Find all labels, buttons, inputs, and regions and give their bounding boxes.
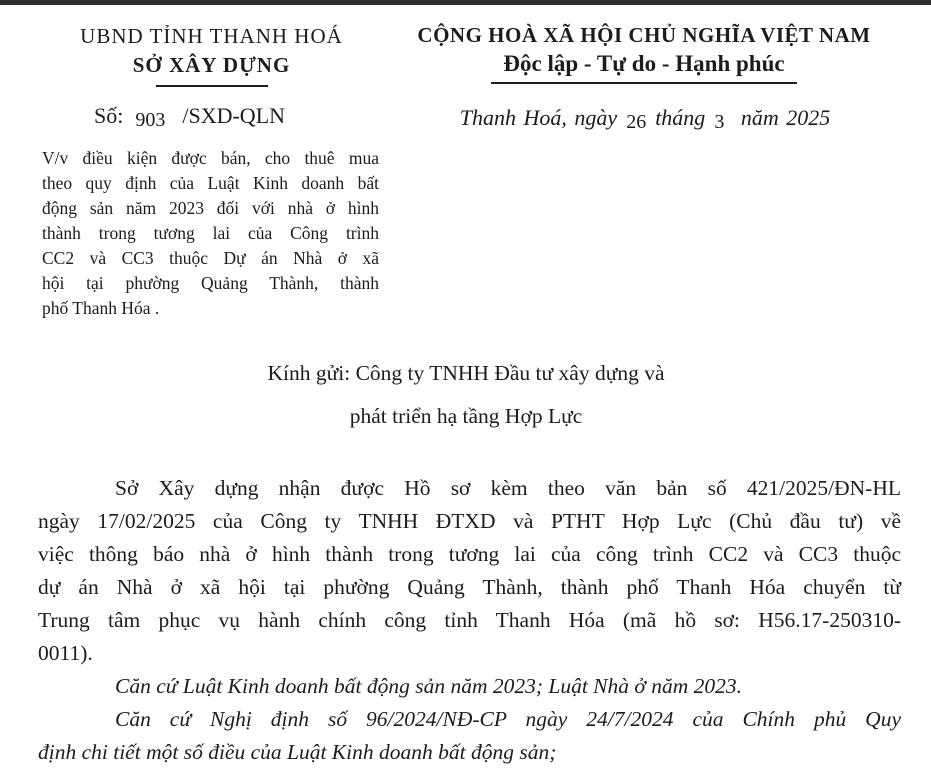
date-day: 26 (626, 111, 647, 133)
date-month: 3 (714, 111, 725, 133)
salutation-line: Kính gửi: Công ty TNHH Đầu tư xây dựng và (267, 361, 665, 385)
salutation-line: phát triển hạ tầng Hợp Lực (349, 404, 583, 428)
subject-line: V/v điều kiện được bán, cho thuê mua (42, 148, 379, 168)
body-line: Trung tâm phục vụ hành chính công tỉnh Thanh Hóa (mã hồ sơ: H56.17-250310- (38, 608, 901, 632)
agency-underline (156, 85, 268, 87)
national-motto: Độc lập - Tự do - Hạnh phúc (503, 51, 785, 76)
legal-basis-line-clipped: định chi tiết một số điều của Luật Kinh doanh bất động sản; (38, 740, 557, 764)
subject-abstract-block (42, 146, 379, 321)
subject-line: phố Thanh Hóa . (42, 298, 160, 318)
salutation-block (116, 352, 816, 438)
date-suffix: năm 2025 (740, 105, 831, 130)
document-number-line (38, 103, 385, 129)
body-line: ngày 17/02/2025 của Công ty TNHH ĐTXD và PTHT Hợp Lực (Chủ đầu tư) về (38, 509, 901, 533)
body-text-block (38, 472, 901, 769)
agency-name: SỞ XÂY DỰNG (132, 53, 291, 77)
date-line (390, 105, 900, 131)
subject-line: động sản năm 2023 đối với nhà ở hình (42, 198, 379, 218)
national-title: CỘNG HOÀ XÃ HỘI CHỦ NGHĨA VIỆT NAM (417, 23, 871, 47)
date-prefix: Thanh Hoá, ngày (459, 105, 618, 130)
body-line: việc thông báo nhà ở hình thành trong tương lai của công trình CC2 và CC3 thuộc (38, 542, 901, 566)
issuing-agency-block (38, 24, 385, 87)
number-label: Số: (94, 103, 124, 128)
number-suffix: /SXD-QLN (182, 103, 286, 128)
subject-line: CC2 và CC3 thuộc Dự án Nhà ở xã (42, 248, 379, 268)
body-line: Sở Xây dựng nhận được Hồ sơ kèm theo văn bản số 421/2025/ĐN-HL (115, 476, 901, 500)
subject-line: thành trong tương lai của Công trình (42, 223, 379, 243)
body-line: 0011). (38, 641, 93, 665)
legal-basis-line: Căn cứ Luật Kinh doanh bất động sản năm 2023; Luật Nhà ở năm 2023. (115, 674, 743, 698)
number-value: 903 (135, 109, 166, 131)
subject-line: hội tại phường Quảng Thành, thành (42, 273, 379, 293)
body-line: dự án Nhà ở xã hội tại phường Quảng Thành, thành phố Thanh Hóa chuyển từ (38, 575, 901, 599)
scan-edge-strip (0, 0, 931, 5)
subject-line: theo quy định của Luật Kinh doanh bất (42, 173, 379, 193)
legal-basis-line: Căn cứ Nghị định số 96/2024/NĐ-CP ngày 24/7/2024 của Chính phủ Quy (115, 707, 901, 731)
date-month-word: tháng (655, 105, 706, 130)
parent-agency-name: UBND TỈNH THANH HOÁ (80, 24, 343, 48)
national-header-block (388, 23, 900, 84)
motto-underline (491, 82, 797, 84)
